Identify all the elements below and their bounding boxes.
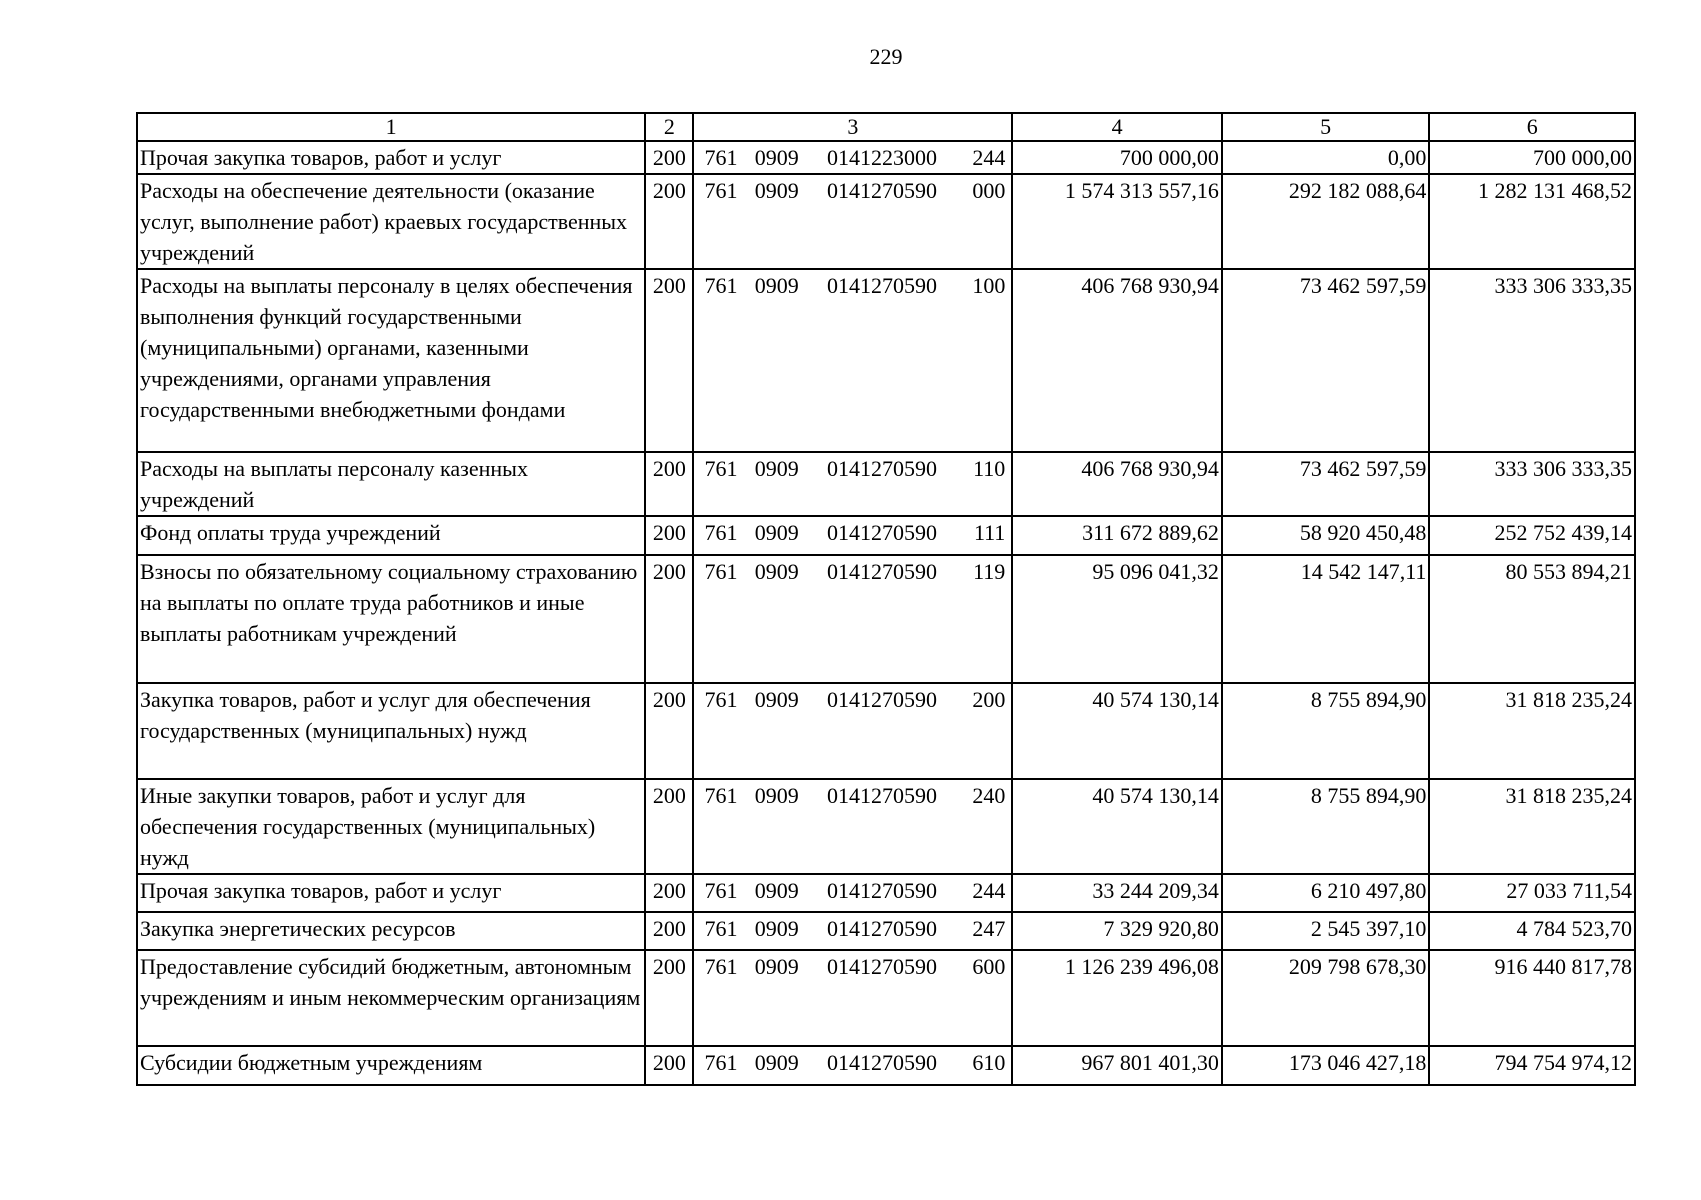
row-code-2: 200 xyxy=(645,141,693,174)
code-part: 0909 xyxy=(754,687,799,712)
row-name: Закупка товаров, работ и услуг для обеспечения государственных (муниципальных) нужд xyxy=(137,683,645,779)
row-code-3 xyxy=(693,779,1012,874)
code-part: 0909 xyxy=(754,878,799,903)
table-row xyxy=(137,174,1635,269)
code-part: 0141270590 xyxy=(827,954,938,979)
code-part: 761 xyxy=(704,145,738,170)
code-part: 0909 xyxy=(754,954,799,979)
row-code-2: 200 xyxy=(645,174,693,269)
code-part: 119 xyxy=(973,559,1006,584)
code-part: 0909 xyxy=(754,178,799,203)
code-part: 111 xyxy=(973,520,1006,545)
table-row xyxy=(137,269,1635,452)
column-header: 5 xyxy=(1222,113,1430,141)
row-value-5: 58 920 450,48 xyxy=(1222,516,1430,555)
row-code-2: 200 xyxy=(645,779,693,874)
row-value-5: 8 755 894,90 xyxy=(1222,779,1430,874)
row-code-2: 200 xyxy=(645,452,693,516)
row-code-3 xyxy=(693,683,1012,779)
row-value-6: 1 282 131 468,52 xyxy=(1429,174,1635,269)
row-name: Фонд оплаты труда учреждений xyxy=(137,516,645,555)
row-code-3 xyxy=(693,1046,1012,1085)
code-part: 0141270590 xyxy=(827,559,938,584)
row-code-2: 200 xyxy=(645,269,693,452)
row-name: Закупка энергетических ресурсов xyxy=(137,912,645,950)
row-value-4: 1 574 313 557,16 xyxy=(1012,174,1222,269)
row-value-5: 0,00 xyxy=(1222,141,1430,174)
row-name: Иные закупки товаров, работ и услуг для обеспечения государственных (муниципальных) нужд xyxy=(137,779,645,874)
row-value-5: 14 542 147,11 xyxy=(1222,555,1430,683)
code-part: 0141270590 xyxy=(827,273,938,298)
row-value-5: 8 755 894,90 xyxy=(1222,683,1430,779)
code-part: 0141270590 xyxy=(827,1050,938,1075)
code-part: 761 xyxy=(704,954,738,979)
table-row xyxy=(137,779,1635,874)
code-part: 761 xyxy=(704,559,738,584)
code-part: 0141270590 xyxy=(827,520,938,545)
table-row xyxy=(137,1046,1635,1085)
page-number: 229 xyxy=(869,44,903,69)
column-header: 2 xyxy=(645,113,693,141)
code-part: 0141270590 xyxy=(827,916,938,941)
row-name: Расходы на выплаты персоналу в целях обеспечения выполнения функций государственными (муниципальными) органами, казенными учреждениями, органами управления государственными внебюджетными фондами xyxy=(137,269,645,452)
code-part: 0141270590 xyxy=(827,783,938,808)
column-header: 3 xyxy=(693,113,1012,141)
code-part: 761 xyxy=(704,273,738,298)
row-value-6: 80 553 894,21 xyxy=(1429,555,1635,683)
row-code-3 xyxy=(693,516,1012,555)
row-value-4: 40 574 130,14 xyxy=(1012,779,1222,874)
table-row xyxy=(137,452,1635,516)
row-value-6: 31 818 235,24 xyxy=(1429,683,1635,779)
code-part: 247 xyxy=(972,916,1006,941)
row-value-6: 794 754 974,12 xyxy=(1429,1046,1635,1085)
code-part: 0909 xyxy=(754,456,799,481)
row-value-5: 6 210 497,80 xyxy=(1222,874,1430,912)
row-name: Расходы на обеспечение деятельности (оказание услуг, выполнение работ) краевых государственных учреждений xyxy=(137,174,645,269)
row-code-3 xyxy=(693,174,1012,269)
row-code-2: 200 xyxy=(645,912,693,950)
code-part: 0141270590 xyxy=(827,178,938,203)
code-part: 0909 xyxy=(754,145,799,170)
row-value-4: 967 801 401,30 xyxy=(1012,1046,1222,1085)
row-value-6: 27 033 711,54 xyxy=(1429,874,1635,912)
code-part: 761 xyxy=(704,520,738,545)
budget-table xyxy=(136,112,1636,1086)
row-code-2: 200 xyxy=(645,950,693,1046)
code-part: 761 xyxy=(704,916,738,941)
row-code-3 xyxy=(693,452,1012,516)
code-part: 761 xyxy=(704,783,738,808)
code-part: 0141270590 xyxy=(827,687,938,712)
row-value-5: 292 182 088,64 xyxy=(1222,174,1430,269)
row-value-4: 406 768 930,94 xyxy=(1012,452,1222,516)
code-part: 0909 xyxy=(754,273,799,298)
code-part: 0909 xyxy=(754,916,799,941)
row-name: Расходы на выплаты персоналу казенных учреждений xyxy=(137,452,645,516)
row-value-6: 252 752 439,14 xyxy=(1429,516,1635,555)
table-header-row xyxy=(137,113,1635,141)
code-part: 0909 xyxy=(754,520,799,545)
column-header: 1 xyxy=(137,113,645,141)
row-name: Прочая закупка товаров, работ и услуг xyxy=(137,141,645,174)
row-name: Предоставление субсидий бюджетным, автономным учреждениям и иным некоммерческим организациям xyxy=(137,950,645,1046)
row-value-5: 73 462 597,59 xyxy=(1222,269,1430,452)
row-code-2: 200 xyxy=(645,874,693,912)
row-value-6: 333 306 333,35 xyxy=(1429,452,1635,516)
row-code-3 xyxy=(693,950,1012,1046)
row-value-4: 33 244 209,34 xyxy=(1012,874,1222,912)
row-code-3 xyxy=(693,874,1012,912)
row-code-2: 200 xyxy=(645,516,693,555)
column-header: 4 xyxy=(1012,113,1222,141)
row-name: Прочая закупка товаров, работ и услуг xyxy=(137,874,645,912)
table-row xyxy=(137,683,1635,779)
row-code-3 xyxy=(693,912,1012,950)
row-value-6: 333 306 333,35 xyxy=(1429,269,1635,452)
row-code-2: 200 xyxy=(645,555,693,683)
code-part: 0909 xyxy=(754,1050,799,1075)
code-part: 100 xyxy=(972,273,1006,298)
code-part: 0909 xyxy=(754,783,799,808)
row-name: Взносы по обязательному социальному страхованию на выплаты по оплате труда работников и иные выплаты работникам учреждений xyxy=(137,555,645,683)
code-part: 761 xyxy=(704,178,738,203)
table-row xyxy=(137,516,1635,555)
table-row xyxy=(137,141,1635,174)
row-value-4: 40 574 130,14 xyxy=(1012,683,1222,779)
table-row xyxy=(137,874,1635,912)
code-part: 000 xyxy=(972,178,1006,203)
row-value-4: 311 672 889,62 xyxy=(1012,516,1222,555)
column-header: 6 xyxy=(1429,113,1635,141)
code-part: 240 xyxy=(972,783,1006,808)
row-value-6: 700 000,00 xyxy=(1429,141,1635,174)
row-value-5: 173 046 427,18 xyxy=(1222,1046,1430,1085)
row-value-5: 209 798 678,30 xyxy=(1222,950,1430,1046)
row-value-5: 73 462 597,59 xyxy=(1222,452,1430,516)
code-part: 610 xyxy=(972,1050,1006,1075)
code-part: 244 xyxy=(972,878,1006,903)
code-part: 761 xyxy=(704,687,738,712)
row-value-5: 2 545 397,10 xyxy=(1222,912,1430,950)
row-code-3 xyxy=(693,141,1012,174)
code-part: 0141223000 xyxy=(827,145,938,170)
row-code-2: 200 xyxy=(645,683,693,779)
code-part: 761 xyxy=(704,456,738,481)
table-row xyxy=(137,555,1635,683)
row-value-4: 1 126 239 496,08 xyxy=(1012,950,1222,1046)
table-row xyxy=(137,950,1635,1046)
row-code-2: 200 xyxy=(645,1046,693,1085)
row-name: Субсидии бюджетным учреждениям xyxy=(137,1046,645,1085)
code-part: 110 xyxy=(973,456,1006,481)
row-value-4: 95 096 041,32 xyxy=(1012,555,1222,683)
row-value-4: 700 000,00 xyxy=(1012,141,1222,174)
code-part: 761 xyxy=(704,1050,738,1075)
row-value-4: 7 329 920,80 xyxy=(1012,912,1222,950)
code-part: 0909 xyxy=(754,559,799,584)
code-part: 0141270590 xyxy=(827,878,938,903)
row-code-3 xyxy=(693,269,1012,452)
code-part: 244 xyxy=(972,145,1006,170)
row-value-4: 406 768 930,94 xyxy=(1012,269,1222,452)
code-part: 761 xyxy=(704,878,738,903)
row-code-3 xyxy=(693,555,1012,683)
row-value-6: 4 784 523,70 xyxy=(1429,912,1635,950)
code-part: 0141270590 xyxy=(827,456,938,481)
row-value-6: 31 818 235,24 xyxy=(1429,779,1635,874)
code-part: 600 xyxy=(972,954,1006,979)
row-value-6: 916 440 817,78 xyxy=(1429,950,1635,1046)
table-row xyxy=(137,912,1635,950)
code-part: 200 xyxy=(972,687,1006,712)
